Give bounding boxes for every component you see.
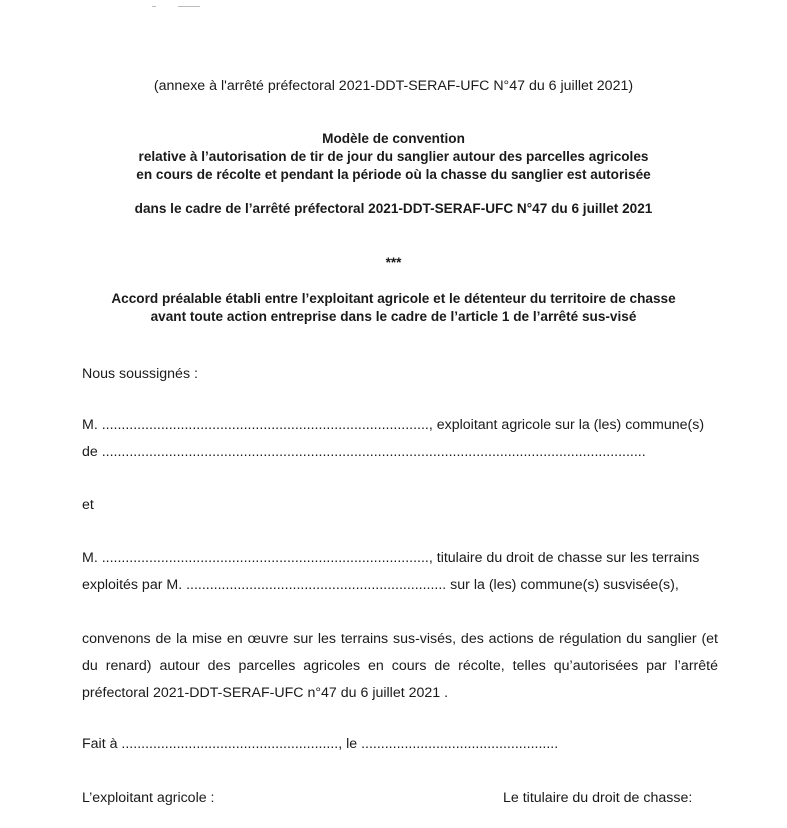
agreement-paragraph: convenons de la mise en œuvre sur les terrains sus-visés, des actions de régulation du sanglier (et du renard) autour des parcelles agricoles en cours de récolte, telles qu’autorisées par l’arrêté préfectoral 2021-DDT-SERAF-UFC n°47 du 6 juillet 2021 . [82,631,718,701]
framework-line: dans le cadre de l’arrêté préfectoral 2021-DDT-SERAF-UFC N°47 du 6 juillet 2021 [134,201,653,216]
scan-speck [178,6,200,7]
agreement-line-2: avant toute action entreprise dans le cadre de l’article 1 de l’arrêté sus-visé [150,309,637,324]
undersigned-label: Nous soussignés : [82,366,198,382]
title-line-1: Modèle de convention [322,131,465,146]
hunter-line-1: M. ..................................................................................., titulaire du droit de chasse sur les terrains [82,550,700,566]
farmer-line-2: de .......................................................................................................................................... [82,444,646,460]
farmer-line-1: M. ..................................................................................., exploitant agricole sur la (les) commune(s) [82,417,705,433]
signature-farmer: L’exploitant agricole : [82,790,215,806]
done-at-line: Fait à ......................................................., le .................................................. [82,736,559,752]
annex-reference: (annexe à l'arrêté préfectoral 2021-DDT-SERAF-UFC N°47 du 6 juillet 2021) [153,78,634,94]
conjunction: et [82,497,94,513]
agreement-line-1: Accord préalable établi entre l’exploitant agricole et le détenteur du territoire de chasse [111,291,676,306]
scan-speck [152,6,156,7]
signature-hunter: Le titulaire du droit de chasse: [503,790,693,806]
separator: *** [385,255,402,270]
title-line-2: relative à l’autorisation de tir de jour du sanglier autour des parcelles agricoles [138,149,649,164]
title-line-3: en cours de récolte et pendant la période où la chasse du sanglier est autorisée [136,167,651,182]
hunter-line-2: exploités par M. .................................................................. sur la (les) commune(s) susvisée(s), [82,577,679,593]
